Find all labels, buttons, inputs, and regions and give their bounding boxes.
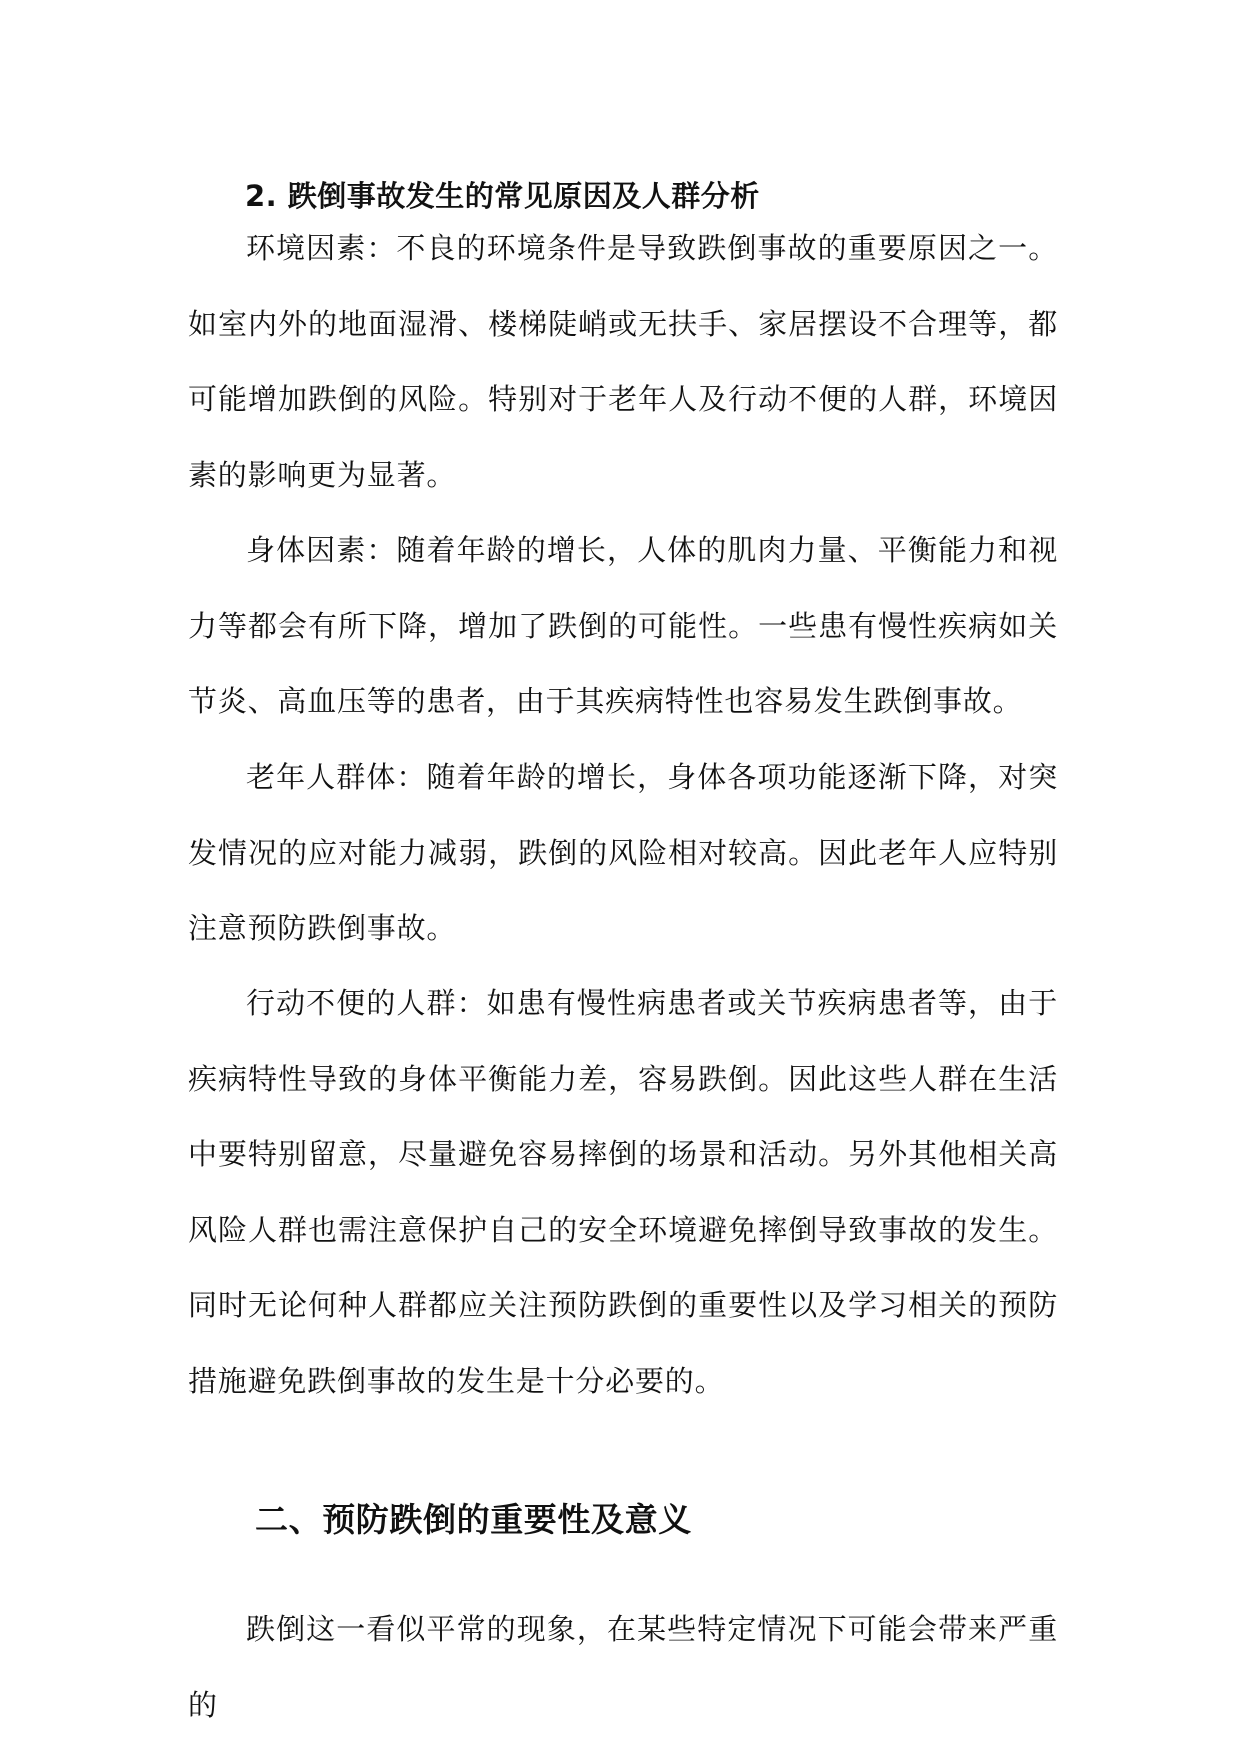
section-heading: 2. 跌倒事故发生的常见原因及人群分析 [245,179,760,214]
paragraph-elderly-group: 老年人群体：随着年龄的增长，身体各项功能逐渐下降，对突发情况的应对能力减弱，跌倒的风险相对较高。因此老年人应特别注意预防跌倒事故。 [188,760,1058,945]
paragraph-mobility-impaired-group: 行动不便的人群：如患有慢性病患者或关节疾病患者等，由于疾病特性导致的身体平衡能力差，容易跌倒。因此这些人群在生活中要特别留意，尽量避免容易摔倒的场景和活动。另外其他相关高风险人群也需注意保护自己的安全环境避免摔倒导致事故的发生。同时无论何种人群都应关注预防跌倒的重要性以及学习相关的预防措施避免跌倒事故的发生是十分必要的。 [188,986,1058,1398]
chapter-heading: 二、预防跌倒的重要性及意义 [255,1500,692,1540]
paragraph-physical-factors: 身体因素：随着年龄的增长，人体的肌肉力量、平衡能力和视力等都会有所下降，增加了跌倒的可能性。一些患有慢性疾病如关节炎、高血压等的患者，由于其疾病特性也容易发生跌倒事故。 [188,533,1058,718]
paragraph-importance-intro: 跌倒这一看似平常的现象，在某些特定情况下可能会带来严重的 [188,1612,1058,1722]
paragraph-environmental-factors: 环境因素：不良的环境条件是导致跌倒事故的重要原因之一。如室内外的地面湿滑、楼梯陡峭或无扶手、家居摆设不合理等，都可能增加跌倒的风险。特别对于老年人及行动不便的人群，环境因素的影响更为显著。 [188,231,1058,492]
